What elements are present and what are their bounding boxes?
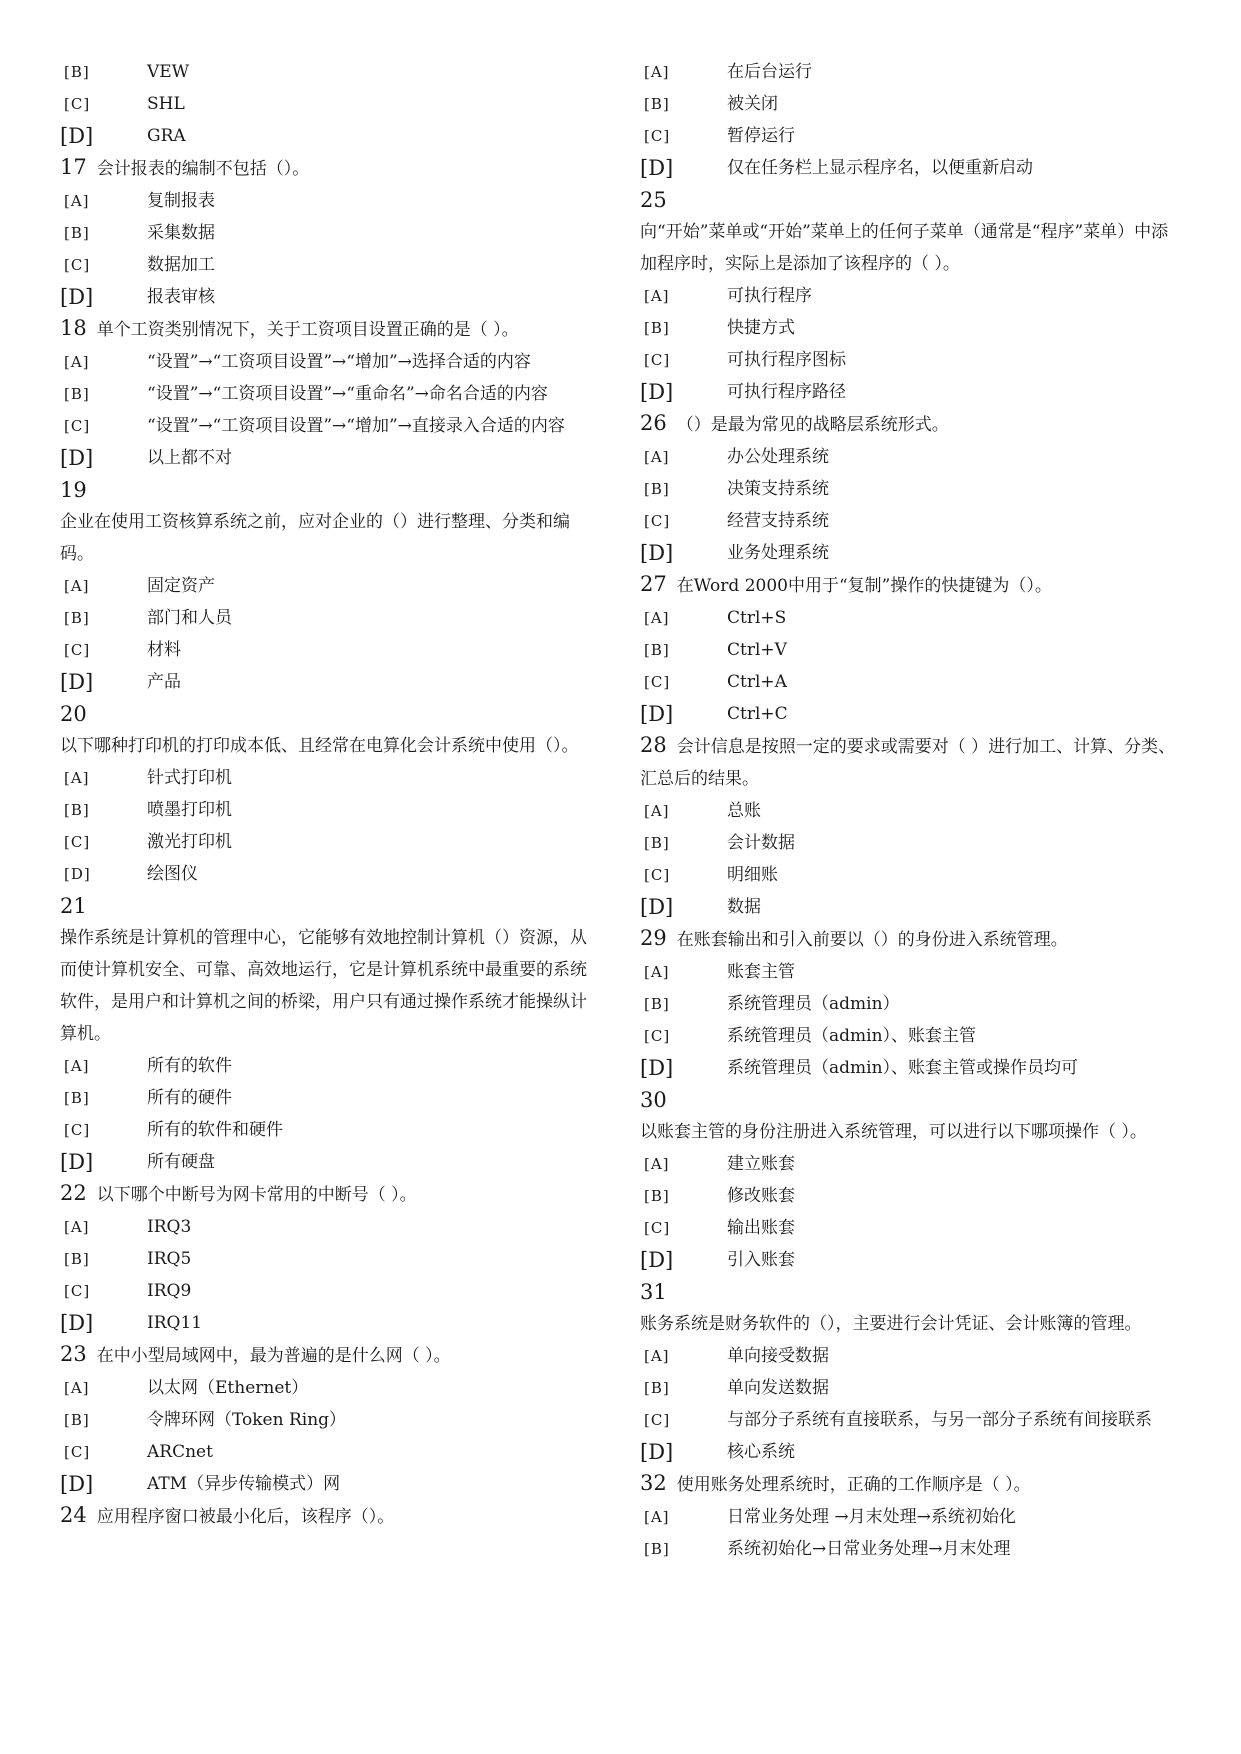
question-block [60, 1500, 600, 1533]
option-text: 核心系统 [727, 1442, 795, 1462]
option-letter: [C] [644, 866, 671, 884]
answer-option [640, 1533, 1185, 1565]
option-text: 经营支持系统 [727, 511, 829, 531]
option-text: 喷墨打印机 [147, 800, 232, 820]
option-letter: [B] [644, 95, 670, 113]
question-number: 17 [60, 155, 87, 179]
option-letter: [B] [644, 1379, 670, 1397]
answer-option [60, 1307, 600, 1339]
answer-option [60, 410, 600, 442]
answer-option [60, 120, 600, 152]
question-block [640, 56, 1185, 184]
question-text: 使用账务处理系统时，正确的工作顺序是（ ）。 [676, 1475, 1031, 1495]
option-text: 决策支持系统 [727, 479, 829, 499]
option-text: GRA [147, 126, 186, 146]
question-stem [60, 1500, 600, 1533]
answer-option [60, 56, 600, 88]
question-number: 29 [640, 926, 667, 950]
question-number: 22 [60, 1181, 87, 1205]
option-letter: [B] [64, 1089, 90, 1107]
option-text: 修改账套 [727, 1186, 795, 1206]
option-text: 所有硬盘 [147, 1152, 215, 1172]
question-text: 以下哪个中断号为网卡常用的中断号（ ）。 [96, 1185, 417, 1205]
option-text: 可执行程序路径 [727, 382, 846, 402]
question-stem [640, 1468, 1185, 1501]
option-text: VEW [147, 62, 190, 82]
option-text: SHL [147, 94, 185, 114]
option-text: 系统管理员（admin）、账套主管 [727, 1026, 977, 1046]
option-letter: [C] [644, 351, 671, 369]
option-text: “设置”→“工资项目设置”→“增加”→直接录入合适的内容 [147, 416, 565, 436]
answer-option [60, 185, 600, 217]
question-number: 18 [60, 316, 87, 340]
option-letter: [A] [644, 1155, 670, 1173]
answer-option [60, 826, 600, 858]
question-number: 31 [640, 1280, 667, 1304]
option-letter: [B] [644, 1540, 670, 1558]
option-text: 引入账套 [727, 1250, 795, 1270]
option-letter: [B] [64, 801, 90, 819]
option-text: IRQ5 [147, 1249, 192, 1269]
option-text: “设置”→“工资项目设置”→“重命名”→命名合适的内容 [147, 384, 548, 404]
option-letter: [C] [64, 256, 91, 274]
question-block [640, 184, 1185, 408]
option-text: 办公处理系统 [727, 447, 829, 467]
answer-option [60, 1146, 600, 1178]
option-text: 材料 [147, 640, 181, 660]
option-letter: [C] [64, 641, 91, 659]
answer-option [640, 280, 1185, 312]
answer-option [640, 602, 1185, 634]
answer-option [640, 376, 1185, 408]
option-letter: [B] [64, 1411, 90, 1429]
option-letter: [B] [644, 1187, 670, 1205]
option-text: 日常业务处理 →月末处理→系统初始化 [727, 1507, 1016, 1527]
question-number: 27 [640, 572, 667, 596]
option-text: Ctrl+S [727, 608, 787, 628]
option-text: 数据加工 [147, 255, 215, 275]
option-text: 与部分子系统有直接联系，与另一部分子系统有间接联系 [727, 1410, 1152, 1430]
question-block [60, 313, 600, 474]
question-number: 21 [60, 894, 87, 918]
left-column [60, 56, 600, 1533]
option-text: Ctrl+V [727, 640, 787, 660]
option-text: 总账 [727, 801, 761, 821]
question-stem [640, 730, 1185, 795]
option-text: 激光打印机 [147, 832, 232, 852]
option-letter: [B] [64, 63, 90, 81]
option-text: 数据 [727, 897, 761, 917]
option-text: 所有的软件和硬件 [147, 1120, 283, 1140]
option-letter: [C] [64, 95, 91, 113]
answer-option [60, 1050, 600, 1082]
option-letter: [B] [64, 609, 90, 627]
option-letter: [C] [64, 1121, 91, 1139]
option-letter: [D] [60, 124, 94, 148]
option-letter: [B] [644, 834, 670, 852]
answer-option [640, 1212, 1185, 1244]
answer-option [60, 1468, 600, 1500]
option-letter: [D] [60, 1150, 94, 1174]
answer-option [60, 794, 600, 826]
question-block [60, 1339, 600, 1500]
option-letter: [B] [64, 1250, 90, 1268]
question-stem [640, 1084, 1185, 1148]
option-letter: [D] [60, 1472, 94, 1496]
answer-option [640, 698, 1185, 730]
answer-option [60, 1404, 600, 1436]
question-block [60, 152, 600, 313]
option-text: 采集数据 [147, 223, 215, 243]
question-stem [640, 569, 1185, 602]
answer-option [60, 1436, 600, 1468]
option-letter: [D] [640, 1248, 674, 1272]
option-text: 被关闭 [727, 94, 778, 114]
answer-option [60, 281, 600, 313]
option-letter: [D] [64, 865, 91, 883]
question-stem [60, 1178, 600, 1211]
answer-option [60, 858, 600, 890]
option-text: 部门和人员 [147, 608, 232, 628]
question-number: 26 [640, 411, 667, 435]
option-letter: [A] [644, 448, 670, 466]
option-text: 会计数据 [727, 833, 795, 853]
option-letter: [D] [60, 670, 94, 694]
answer-option [60, 602, 600, 634]
option-text: 输出账套 [727, 1218, 795, 1238]
option-letter: [D] [640, 895, 674, 919]
option-letter: [A] [64, 192, 90, 210]
question-text: （）是最为常见的战略层系统形式。 [676, 415, 949, 435]
option-text: 单向发送数据 [727, 1378, 829, 1398]
option-text: 系统管理员（admin）、账套主管或操作员均可 [727, 1058, 1079, 1078]
answer-option [640, 1244, 1185, 1276]
question-block [640, 1276, 1185, 1468]
option-text: 可执行程序 [727, 286, 812, 306]
answer-option [640, 795, 1185, 827]
answer-option [640, 891, 1185, 923]
question-text: 会计报表的编制不包括（）。 [96, 159, 310, 179]
option-text: 系统管理员（admin） [727, 994, 900, 1014]
answer-option [640, 859, 1185, 891]
option-letter: [A] [64, 769, 90, 787]
option-text: 快捷方式 [727, 318, 795, 338]
answer-option [640, 1052, 1185, 1084]
question-block [640, 1084, 1185, 1276]
option-text: Ctrl+A [727, 672, 787, 692]
answer-option [60, 570, 600, 602]
answer-option [60, 88, 600, 120]
question-text: 以下哪种打印机的打印成本低、且经常在电算化会计系统中使用（）。 [60, 736, 579, 756]
question-block [640, 1468, 1185, 1565]
option-letter: [D] [640, 1056, 674, 1080]
option-text: ARCnet [147, 1442, 213, 1462]
option-letter: [A] [64, 1057, 90, 1075]
option-text: 固定资产 [147, 576, 215, 596]
question-number: 28 [640, 733, 667, 757]
answer-option [640, 988, 1185, 1020]
option-letter: [C] [64, 833, 91, 851]
answer-option [640, 473, 1185, 505]
question-block [640, 408, 1185, 569]
question-text: 在Word 2000中用于“复制”操作的快捷键为（）。 [676, 576, 1052, 596]
option-letter: [C] [64, 417, 91, 435]
option-letter: [B] [644, 319, 670, 337]
answer-option [60, 1082, 600, 1114]
right-column [640, 56, 1185, 1565]
option-letter: [C] [644, 512, 671, 530]
option-letter: [B] [64, 385, 90, 403]
question-number: 23 [60, 1342, 87, 1366]
question-text: 单个工资类别情况下，关于工资项目设置正确的是（ ）。 [96, 320, 519, 340]
question-block [60, 474, 600, 698]
answer-option [60, 378, 600, 410]
option-letter: [D] [60, 446, 94, 470]
question-text: 账务系统是财务软件的（），主要进行会计凭证、会计账簿的管理。 [640, 1314, 1142, 1334]
answer-option [640, 344, 1185, 376]
question-block [60, 890, 600, 1178]
option-text: 产品 [147, 672, 181, 692]
option-text: 令牌环网（Token Ring） [147, 1410, 347, 1430]
question-text: 以账套主管的身份注册进入系统管理，可以进行以下哪项操作（ ）。 [640, 1122, 1147, 1142]
option-letter: [D] [60, 1311, 94, 1335]
answer-option [60, 442, 600, 474]
question-text: 会计信息是按照一定的要求或需要对（ ）进行加工、计算、分类、汇总后的结果。 [640, 737, 1176, 789]
option-letter: [A] [644, 1347, 670, 1365]
option-letter: [D] [640, 541, 674, 565]
option-letter: [B] [64, 224, 90, 242]
question-stem [640, 1276, 1185, 1340]
option-letter: [A] [644, 963, 670, 981]
answer-option [640, 152, 1185, 184]
option-letter: [D] [640, 702, 674, 726]
question-text: 向“开始”菜单或“开始”菜单上的任何子菜单（通常是“程序”菜单）中添加程序时，实际上是添加了该程序的（ ）。 [640, 222, 1169, 274]
question-number: 32 [640, 1471, 667, 1495]
answer-option [640, 505, 1185, 537]
answer-option [60, 1275, 600, 1307]
option-letter: [D] [640, 1440, 674, 1464]
answer-option [640, 956, 1185, 988]
option-letter: [C] [644, 127, 671, 145]
option-letter: [C] [64, 1282, 91, 1300]
option-letter: [D] [60, 285, 94, 309]
option-text: 可执行程序图标 [727, 350, 846, 370]
question-stem [60, 890, 600, 1050]
answer-option [640, 1436, 1185, 1468]
option-letter: [A] [64, 1218, 90, 1236]
option-text: 单向接受数据 [727, 1346, 829, 1366]
question-text: 企业在使用工资核算系统之前，应对企业的（）进行整理、分类和编码。 [60, 512, 570, 564]
answer-option [640, 1501, 1185, 1533]
answer-option [640, 1180, 1185, 1212]
option-text: ATM（异步传输模式）网 [147, 1474, 341, 1494]
question-stem [60, 313, 600, 346]
option-letter: [A] [644, 609, 670, 627]
question-block [640, 569, 1185, 730]
answer-option [60, 346, 600, 378]
option-text: 在后台运行 [727, 62, 812, 82]
answer-option [640, 441, 1185, 473]
question-block [60, 698, 600, 890]
option-text: 所有的硬件 [147, 1088, 232, 1108]
option-text: 所有的软件 [147, 1056, 232, 1076]
option-text: 针式打印机 [147, 768, 232, 788]
option-text: 业务处理系统 [727, 543, 829, 563]
answer-option [60, 666, 600, 698]
question-number: 25 [640, 188, 667, 212]
option-letter: [C] [644, 673, 671, 691]
option-letter: [A] [64, 353, 90, 371]
option-letter: [B] [644, 480, 670, 498]
answer-option [640, 1372, 1185, 1404]
question-text: 在中小型局域网中，最为普遍的是什么网（ ）。 [96, 1346, 451, 1366]
answer-option [640, 88, 1185, 120]
option-text: 报表审核 [147, 287, 215, 307]
option-letter: [A] [64, 577, 90, 595]
question-stem [60, 1339, 600, 1372]
answer-option [640, 120, 1185, 152]
question-stem [60, 152, 600, 185]
question-text: 操作系统是计算机的管理中心，它能够有效地控制计算机（）资源，从而使计算机安全、可靠、高效地运行，它是计算机系统中最重要的系统软件，是用户和计算机之间的桥梁，用户只有通过操作系统才能操纵计算机。 [60, 928, 587, 1044]
option-text: 以太网（Ethernet） [147, 1378, 309, 1398]
option-letter: [A] [644, 1508, 670, 1526]
answer-option [640, 1020, 1185, 1052]
option-text: 明细账 [727, 865, 778, 885]
option-letter: [C] [644, 1219, 671, 1237]
option-letter: [C] [644, 1411, 671, 1429]
option-text: “设置”→“工资项目设置”→“增加”→选择合适的内容 [147, 352, 531, 372]
option-text: 建立账套 [727, 1154, 795, 1174]
option-letter: [C] [644, 1027, 671, 1045]
answer-option [60, 1211, 600, 1243]
question-stem [60, 474, 600, 570]
question-number: 24 [60, 1503, 87, 1527]
question-stem [640, 923, 1185, 956]
answer-option [640, 56, 1185, 88]
answer-option [60, 249, 600, 281]
option-letter: [A] [644, 63, 670, 81]
question-text: 在账套输出和引入前要以（）的身份进入系统管理。 [676, 930, 1068, 950]
option-text: 系统初始化→日常业务处理→月末处理 [727, 1539, 1011, 1559]
question-number: 19 [60, 478, 87, 502]
option-text: IRQ9 [147, 1281, 192, 1301]
answer-option [60, 1372, 600, 1404]
answer-option [60, 762, 600, 794]
option-text: Ctrl+C [727, 704, 788, 724]
question-stem [640, 408, 1185, 441]
option-letter: [A] [644, 287, 670, 305]
option-text: 绘图仪 [147, 864, 198, 884]
option-text: 暂停运行 [727, 126, 795, 146]
answer-option [640, 1340, 1185, 1372]
answer-option [60, 1243, 600, 1275]
question-block [60, 56, 600, 152]
option-text: 复制报表 [147, 191, 215, 211]
option-letter: [C] [64, 1443, 91, 1461]
option-text: 以上都不对 [147, 448, 232, 468]
option-text: IRQ3 [147, 1217, 192, 1237]
option-letter: [A] [64, 1379, 90, 1397]
answer-option [640, 666, 1185, 698]
answer-option [640, 1148, 1185, 1180]
option-letter: [B] [644, 995, 670, 1013]
answer-option [640, 312, 1185, 344]
answer-option [640, 827, 1185, 859]
option-letter: [A] [644, 802, 670, 820]
question-stem [60, 698, 600, 762]
option-letter: [B] [644, 641, 670, 659]
question-number: 30 [640, 1088, 667, 1112]
answer-option [640, 634, 1185, 666]
option-text: 账套主管 [727, 962, 795, 982]
option-text: IRQ11 [147, 1313, 203, 1333]
question-text: 应用程序窗口被最小化后，该程序（）。 [96, 1507, 395, 1527]
question-block [640, 730, 1185, 923]
question-block [640, 923, 1185, 1084]
answer-option [640, 1404, 1185, 1436]
answer-option [60, 1114, 600, 1146]
answer-option [640, 537, 1185, 569]
answer-option [60, 217, 600, 249]
question-stem [640, 184, 1185, 280]
option-letter: [D] [640, 156, 674, 180]
question-number: 20 [60, 702, 87, 726]
option-letter: [D] [640, 380, 674, 404]
question-block [60, 1178, 600, 1339]
option-text: 仅在任务栏上显示程序名，以便重新启动 [727, 158, 1033, 178]
answer-option [60, 634, 600, 666]
